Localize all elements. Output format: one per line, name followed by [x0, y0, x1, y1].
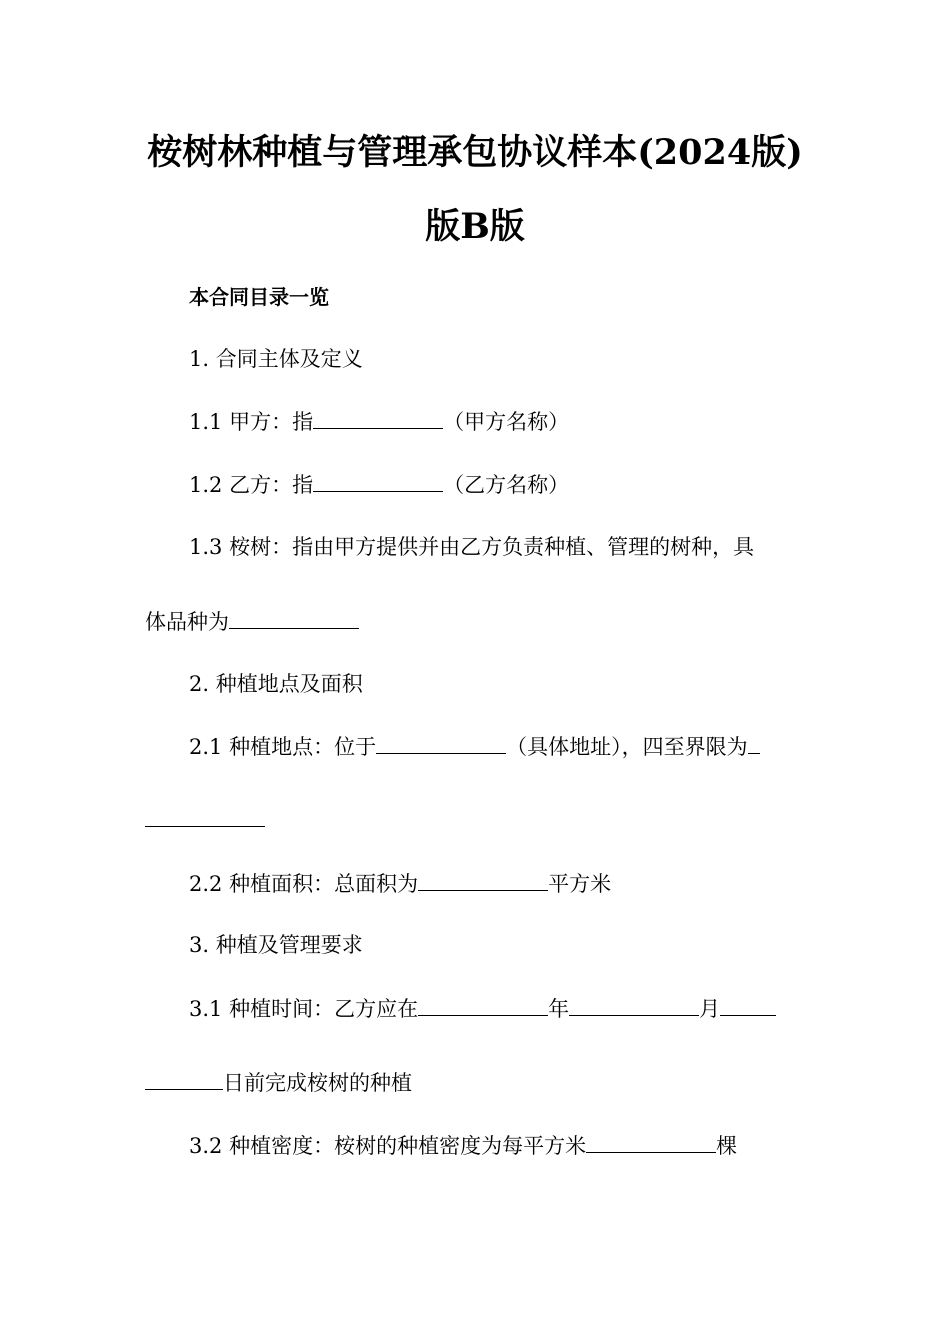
clause-2-2-unit: 平方米 [548, 872, 612, 896]
clause-1-3-text: 体品种为 [145, 610, 229, 634]
blank-field [145, 1069, 223, 1090]
clause-1-2 [189, 471, 569, 498]
clause-1-3-line-1: 1.3 桉树：指由甲方提供并由乙方负责种植、管理的树种，具 [189, 535, 755, 559]
clause-1-1 [189, 408, 569, 435]
clause-3-2 [189, 1132, 737, 1159]
section-3-heading: 3. 种植及管理要求 [189, 933, 363, 957]
clause-2-1-label: 2.1 种植地点：位于 [189, 735, 377, 759]
document-title-line-2: 版B版 [425, 206, 525, 247]
clause-3-2-label: 3.2 种植密度：桉树的种植密度为每平方米 [189, 1134, 587, 1158]
clause-3-1-month: 月 [699, 997, 721, 1021]
blank-field [313, 408, 443, 429]
blank-field [229, 608, 359, 629]
clause-1-2-label: 1.2 乙方：指 [189, 473, 314, 497]
clause-3-1-text: 日前完成桉树的种植 [223, 1071, 412, 1095]
clause-2-2 [189, 870, 611, 897]
blank-field [720, 995, 776, 1016]
clause-2-1-note: （具体地址），四至界限为 [506, 735, 748, 759]
blank-field [418, 870, 548, 891]
clause-3-1-label: 3.1 种植时间：乙方应在 [189, 997, 419, 1021]
clause-1-2-note: （乙方名称） [443, 473, 570, 497]
clause-2-1 [189, 733, 760, 760]
clause-3-2-unit: 棵 [716, 1134, 738, 1158]
clause-3-1-year: 年 [548, 997, 570, 1021]
clause-3-1-line-1 [189, 995, 776, 1022]
clause-2-2-label: 2.2 种植面积：总面积为 [189, 872, 419, 896]
clause-1-3-line-2 [145, 608, 359, 635]
clause-2-1-continuation [145, 806, 265, 833]
document-title-line-1: 桉树林种植与管理承包协议样本(2024版) [147, 132, 803, 173]
toc-heading: 本合同目录一览 [189, 285, 329, 309]
blank-field [569, 995, 699, 1016]
blank-field [748, 733, 760, 754]
blank-field [313, 471, 443, 492]
blank-field [376, 733, 506, 754]
blank-field [145, 806, 265, 827]
blank-field [586, 1132, 716, 1153]
clause-1-1-label: 1.1 甲方：指 [189, 410, 314, 434]
clause-3-1-line-2 [145, 1069, 412, 1096]
blank-field [418, 995, 548, 1016]
section-1-heading: 1. 合同主体及定义 [189, 347, 363, 371]
clause-1-1-note: （甲方名称） [443, 410, 570, 434]
section-2-heading: 2. 种植地点及面积 [189, 672, 363, 696]
